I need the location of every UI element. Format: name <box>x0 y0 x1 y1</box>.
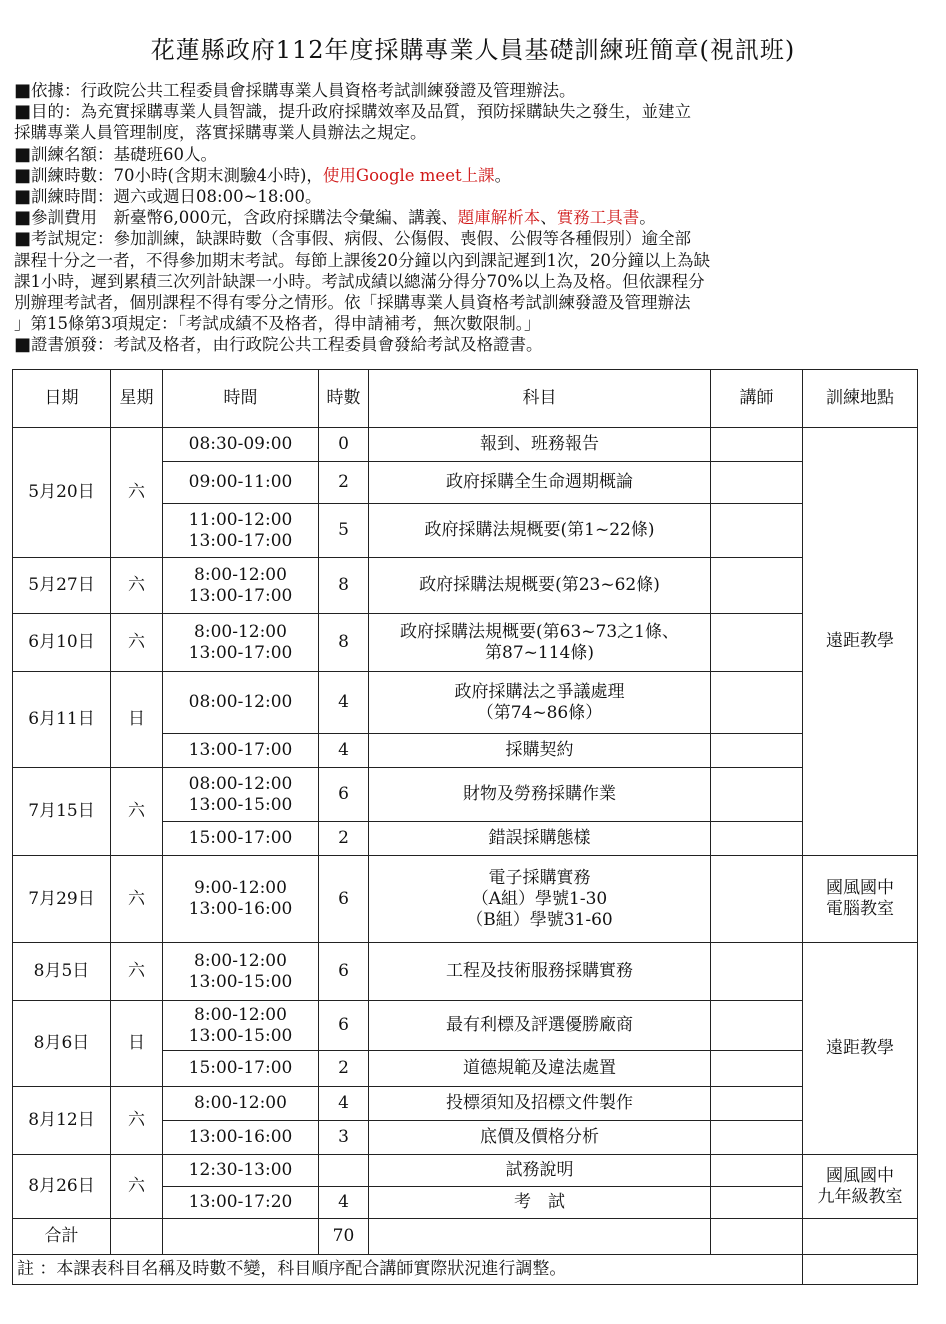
hours-cell: 8 <box>319 614 369 672</box>
purpose-line-2: 採購專業人員管理制度，落實採購專業人員辦法之規定。 <box>14 123 427 143</box>
location-line-1: 國風國中 <box>826 878 894 898</box>
table-row <box>13 1155 918 1187</box>
hours-cell: 2 <box>319 1051 369 1087</box>
table-row <box>13 672 918 734</box>
hours-cell: 0 <box>319 428 369 462</box>
instructor-cell <box>711 1121 803 1155</box>
instructor-cell <box>711 1087 803 1121</box>
instructor-cell <box>711 943 803 1001</box>
time-cell: 15:00-17:00 <box>163 1051 319 1087</box>
note-row <box>13 1255 918 1285</box>
table-row <box>13 1087 918 1121</box>
hours-cell: 2 <box>319 462 369 504</box>
location-cell: 遠距教學 <box>803 943 918 1155</box>
hours-cell: 4 <box>319 1187 369 1219</box>
instructor-cell <box>711 1001 803 1051</box>
header-instructor: 講師 <box>711 370 803 428</box>
time-cell: 08:30-09:00 <box>163 428 319 462</box>
exam-line-3: 課1小時，遲到累積三次列計缺課一小時。考試成績以總滿分得分70%以上為及格。但依課程分 <box>14 271 705 291</box>
exam-line <box>14 228 929 249</box>
fee-highlight-tool-book: 實務工具書 <box>556 208 640 228</box>
time-cell: 13:00-17:00 <box>163 734 319 768</box>
hours-cell: 8 <box>319 558 369 614</box>
location-cell <box>803 1155 918 1219</box>
subject-cell: 工程及技術服務採購實務 <box>369 943 711 1001</box>
subject-cell: 報到、班務報告 <box>369 428 711 462</box>
instructor-cell <box>711 462 803 504</box>
header-location: 訓練地點 <box>803 370 918 428</box>
certificate-line <box>14 334 929 355</box>
time-line <box>14 186 929 207</box>
bullet-square-icon: ■ <box>14 228 32 250</box>
weekday-cell: 六 <box>111 614 163 672</box>
location-cell <box>803 856 918 943</box>
time-line-2: 13:00-15:00 <box>188 1025 293 1046</box>
empty-cell <box>163 1219 319 1255</box>
time-cell <box>163 856 319 943</box>
empty-cell <box>803 1219 918 1255</box>
time-line-1: 8:00-12:00 <box>194 950 287 971</box>
hours-line <box>14 165 929 186</box>
date-cell: 6月11日 <box>13 672 111 768</box>
weekday-cell: 六 <box>111 1155 163 1219</box>
date-cell: 7月29日 <box>13 856 111 943</box>
header-weekday: 星期 <box>111 370 163 428</box>
fee-separator: 、 <box>540 208 557 228</box>
date-cell: 6月10日 <box>13 614 111 672</box>
header-time: 時間 <box>163 370 319 428</box>
exam-line-5: 」第15條第3項規定：「考試成績不及格者，得申請補考，無次數限制。」 <box>14 314 541 334</box>
location-cell: 遠距教學 <box>803 428 918 856</box>
subject-cell <box>369 856 711 943</box>
time-line-2: 13:00-17:00 <box>188 585 293 606</box>
time-cell <box>163 943 319 1001</box>
date-cell: 8月5日 <box>13 943 111 1001</box>
hours-cell: 4 <box>319 672 369 734</box>
time-cell: 15:00-17:00 <box>163 822 319 856</box>
header-date: 日期 <box>13 370 111 428</box>
table-row <box>13 943 918 1001</box>
time-line-2: 13:00-16:00 <box>188 899 293 919</box>
hours-suffix: 。 <box>494 165 512 185</box>
empty-cell <box>369 1219 711 1255</box>
time-line-1: 8:00-12:00 <box>194 1004 287 1025</box>
instructor-cell <box>711 504 803 558</box>
bullet-square-icon: ■ <box>14 164 32 186</box>
hours-cell: 6 <box>319 768 369 822</box>
subject-cell: 道德規範及違法處置 <box>369 1051 711 1087</box>
bullet-square-icon: ■ <box>14 143 32 165</box>
location-line-2: 電腦教室 <box>826 899 894 919</box>
time-cell: 12:30-13:00 <box>163 1155 319 1187</box>
time-line-1: 8:00-12:00 <box>194 564 287 585</box>
hours-cell: 6 <box>319 943 369 1001</box>
bullet-square-icon: ■ <box>14 80 32 101</box>
time-cell: 13:00-17:20 <box>163 1187 319 1219</box>
weekday-cell: 日 <box>111 1001 163 1087</box>
table-row <box>13 428 918 462</box>
subject-cell: 財物及勞務採購作業 <box>369 768 711 822</box>
instructor-cell <box>711 558 803 614</box>
subject-line-1: 政府採購法規概要(第63~73之1條、 <box>400 621 679 642</box>
subject-cell: 考 試 <box>369 1187 711 1219</box>
subject-line-2: （第74~86條） <box>476 702 603 723</box>
instructor-cell <box>711 822 803 856</box>
instructor-cell <box>711 734 803 768</box>
bullet-square-icon: ■ <box>14 207 32 229</box>
bullet-square-icon: ■ <box>14 101 32 123</box>
basis-text: 依據：行政院公共工程委員會採購專業人員資格考試訓練發證及管理辦法。 <box>31 81 576 100</box>
time-cell <box>163 614 319 672</box>
time-line-2: 13:00-15:00 <box>188 971 293 992</box>
table-row <box>13 558 918 614</box>
subject-line-2: （A組）學號1-30 <box>471 888 608 909</box>
weekday-cell: 六 <box>111 768 163 856</box>
subject-cell <box>369 672 711 734</box>
exam-line-2: 課程十分之一者，不得參加期末考試。每節上課後20分鐘以內到課記遲到1次，20分鐘以上為缺 <box>14 250 710 270</box>
date-cell: 8月26日 <box>13 1155 111 1219</box>
intro-section <box>14 80 929 356</box>
instructor-cell <box>711 614 803 672</box>
total-hours: 70 <box>319 1219 369 1255</box>
time-cell <box>163 768 319 822</box>
basis-line <box>14 80 929 101</box>
date-cell: 8月12日 <box>13 1087 111 1155</box>
instructor-cell <box>711 1187 803 1219</box>
instructor-cell <box>711 428 803 462</box>
subject-cell: 政府採購法規概要(第23~62條) <box>369 558 711 614</box>
weekday-cell: 六 <box>111 1087 163 1155</box>
weekday-cell: 六 <box>111 558 163 614</box>
exam-text-1: 考試規定：參加訓練，缺課時數（含事假、病假、公傷假、喪假、公假等各種假別）逾全部 <box>31 229 692 249</box>
table-row <box>13 1001 918 1051</box>
instructor-cell <box>711 1155 803 1187</box>
google-meet-highlight: 使用Google meet上課 <box>322 165 495 185</box>
purpose-text-1: 目的：為充實採購專業人員智識，提升政府採購效率及品質，預防採購缺失之發生，並建立 <box>31 102 692 122</box>
hours-cell: 6 <box>319 856 369 943</box>
time-line-1: 08:00-12:00 <box>188 773 293 794</box>
subject-line-3: （B組）學號31-60 <box>466 909 613 930</box>
weekday-cell: 日 <box>111 672 163 768</box>
weekday-cell: 六 <box>111 856 163 943</box>
hours-cell: 4 <box>319 1087 369 1121</box>
time-cell: 13:00-16:00 <box>163 1121 319 1155</box>
date-cell: 7月15日 <box>13 768 111 856</box>
location-line-2: 九年級教室 <box>817 1186 903 1207</box>
date-cell: 5月20日 <box>13 428 111 558</box>
fee-suffix: 。 <box>639 208 656 228</box>
quota-text: 訓練名額：基礎班60人。 <box>31 144 218 164</box>
hours-cell: 5 <box>319 504 369 558</box>
time-cell: 08:00-12:00 <box>163 672 319 734</box>
time-line-1: 11:00-12:00 <box>188 509 293 530</box>
hours-cell: 2 <box>319 822 369 856</box>
subject-cell: 底價及價格分析 <box>369 1121 711 1155</box>
fee-highlight-question-bank: 題庫解析本 <box>457 208 541 228</box>
fee-line <box>14 207 929 228</box>
hours-cell: 4 <box>319 734 369 768</box>
subject-cell <box>369 614 711 672</box>
weekday-cell: 六 <box>111 943 163 1001</box>
exam-line-4: 別辦理考試者，個別課程不得有零分之情形。依「採購專業人員資格考試訓練發證及管理辦法 <box>14 293 691 313</box>
time-cell <box>163 1001 319 1051</box>
quota-line <box>14 144 929 165</box>
date-cell: 8月6日 <box>13 1001 111 1087</box>
time-cell <box>163 504 319 558</box>
subject-cell: 政府採購法規概要(第1~22條) <box>369 504 711 558</box>
total-label: 合計 <box>13 1219 111 1255</box>
time-cell <box>163 558 319 614</box>
purpose-line <box>14 101 929 122</box>
subject-cell: 最有利標及評選優勝廠商 <box>369 1001 711 1051</box>
time-line-1: 8:00-12:00 <box>194 621 287 642</box>
time-cell: 8:00-12:00 <box>163 1087 319 1121</box>
time-line-2: 13:00-17:00 <box>188 642 293 663</box>
subject-line-2: 第87~114條) <box>485 642 594 663</box>
date-cell: 5月27日 <box>13 558 111 614</box>
bullet-square-icon: ■ <box>14 186 32 208</box>
certificate-text: 證書頒發：考試及格者，由行政院公共工程委員會發給考試及格證書。 <box>31 335 543 355</box>
empty-cell <box>711 1219 803 1255</box>
hours-text: 訓練時數：70小時(含期末測驗4小時)， <box>31 165 323 185</box>
table-header-row <box>13 370 918 428</box>
instructor-cell <box>711 768 803 822</box>
table-note: 註 ：本課表科目名稱及時數不變，科目順序配合講師實際狀況進行調整。 <box>13 1255 803 1285</box>
subject-cell: 錯誤採購態樣 <box>369 822 711 856</box>
empty-cell <box>111 1219 163 1255</box>
subject-cell: 採購契約 <box>369 734 711 768</box>
table-row <box>13 856 918 943</box>
instructor-cell <box>711 672 803 734</box>
instructor-cell <box>711 1051 803 1087</box>
location-line-1: 國風國中 <box>826 1165 894 1186</box>
subject-cell: 試務說明 <box>369 1155 711 1187</box>
bullet-square-icon: ■ <box>14 334 32 356</box>
header-hours: 時數 <box>319 370 369 428</box>
time-line-2: 13:00-15:00 <box>188 794 293 815</box>
fee-text: 參訓費用 新臺幣6,000元，含政府採購法令彙編、講義、 <box>31 208 458 228</box>
hours-cell: 6 <box>319 1001 369 1051</box>
empty-cell <box>803 1255 918 1285</box>
page-title: 花蓮縣政府112年度採購專業人員基礎訓練班簡章(視訊班) <box>150 36 796 64</box>
hours-cell: 3 <box>319 1121 369 1155</box>
table-row <box>13 614 918 672</box>
weekday-cell: 六 <box>111 428 163 558</box>
time-text: 訓練時間：週六或週日08:00~18:00。 <box>31 187 322 207</box>
subject-cell: 投標須知及招標文件製作 <box>369 1087 711 1121</box>
schedule-table <box>12 369 918 1285</box>
table-row <box>13 768 918 822</box>
subject-line-1: 電子採購實務 <box>488 867 591 888</box>
subject-cell: 政府採購全生命週期概論 <box>369 462 711 504</box>
header-subject: 科目 <box>369 370 711 428</box>
subject-line-1: 政府採購法之爭議處理 <box>454 681 625 702</box>
instructor-cell <box>711 856 803 943</box>
time-cell: 09:00-11:00 <box>163 462 319 504</box>
total-row <box>13 1219 918 1255</box>
time-line-2: 13:00-17:00 <box>188 530 293 551</box>
hours-cell <box>319 1155 369 1187</box>
time-line-1: 9:00-12:00 <box>194 878 287 898</box>
